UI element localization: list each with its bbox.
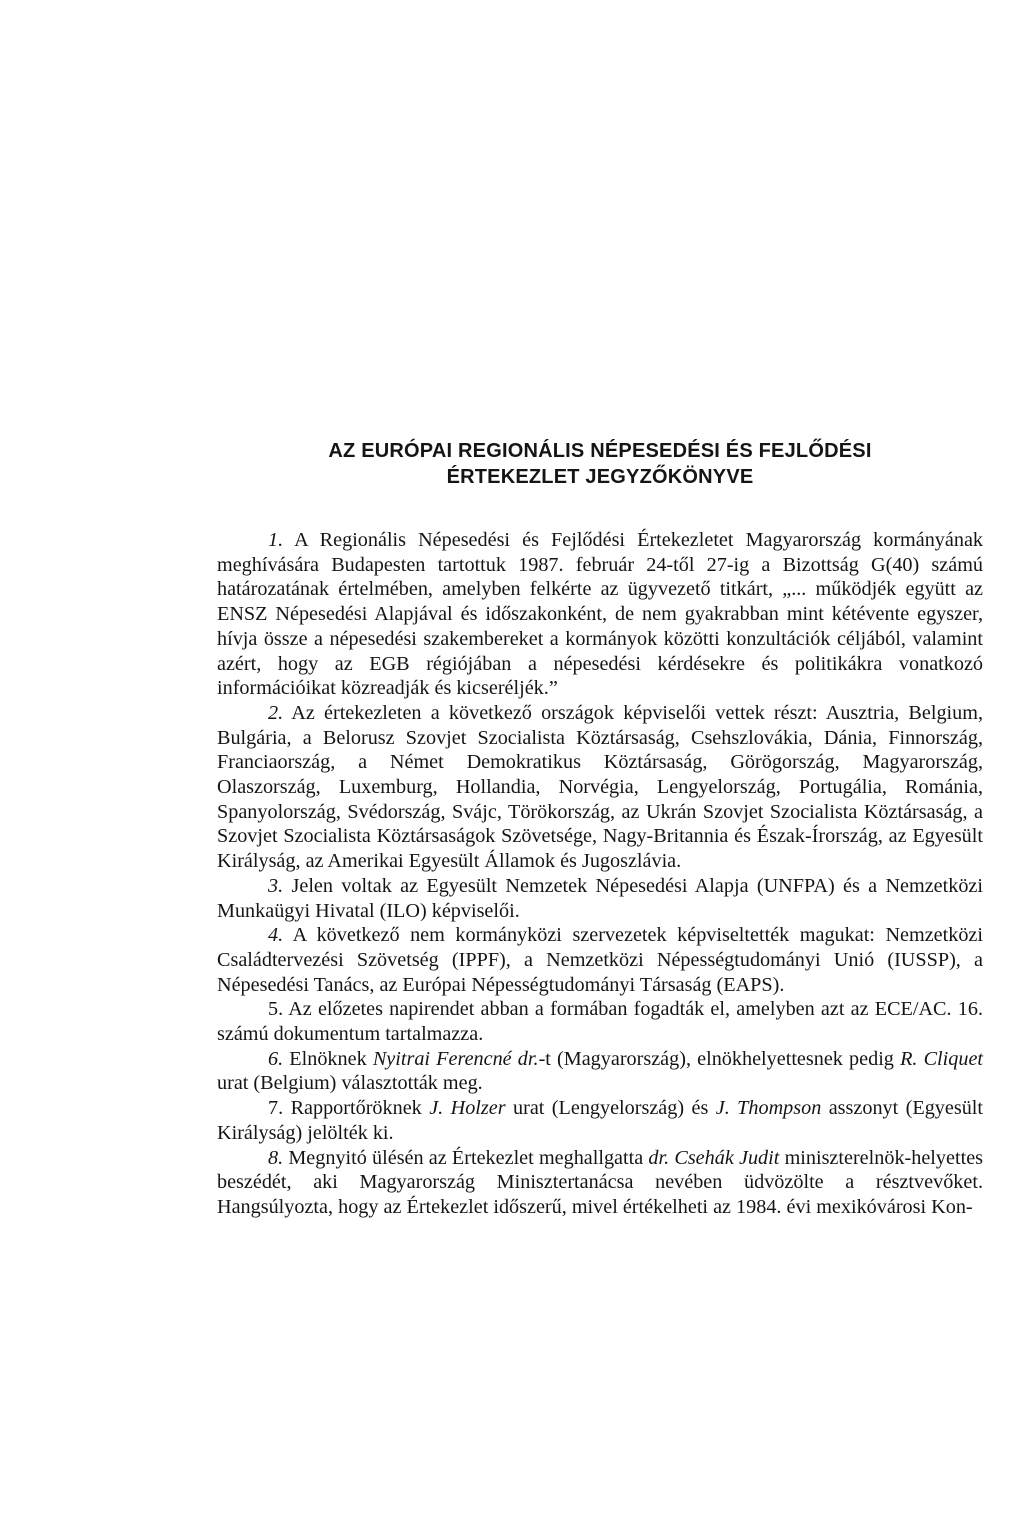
paragraph-number: 2. [268, 701, 284, 724]
paragraph-number: 6. [268, 1047, 284, 1070]
paragraph-7 [217, 1096, 983, 1145]
title-line-2: ÉRTEKEZLET JEGYZŐKÖNYVE [446, 466, 754, 488]
paragraph-number: 7. [268, 1097, 284, 1120]
paragraph-text: Jelen voltak az Egyesült Nemzetek Népesedési Alapja (UNFPA) és a Nemzetközi Munkaügyi Hivatal (ILO) képviselői. [217, 874, 984, 922]
paragraph-text: A Regionális Népesedési és Fejlődési Értekezletet Magyarország kormányának meghívására Budapesten tartottuk 1987. február 24-től 27-ig a Bizottság G(40) számú határozatának értelmében, amelyben felkérte az ügyvezető titkárt, „... működjék együtt az ENSZ Népesedési Alapjával és időszakonként, de nem gyakrabban mint kétévente egyszer, hívja össze a népesedési szakembereket a kormányok közötti konzultációk céljából, valamint azért, hogy az EGB régiójában a népesedési kérdésekre és politikákra vonatkozó információikat közreadják és kicseréljék.” [217, 529, 984, 700]
paragraph-3 [217, 874, 983, 923]
paragraph-text: A következő nem kormányközi szervezetek képviseltették magukat: Nemzetközi Családtervezési Szövetség (IPPF), a Nemzetközi Népességtudományi Unió (IUSSP), a Népesedési Tanács, az Európai Népességtudományi Társaság (EAPS). [217, 924, 983, 996]
paragraph-text: Rapportőröknek [290, 1097, 422, 1120]
paragraph-5 [217, 997, 983, 1046]
paragraph-number: 4. [268, 924, 284, 947]
title-line-1: AZ EURÓPAI REGIONÁLIS NÉPESEDÉSI ÉS FEJLŐDÉSI [328, 440, 872, 462]
person-name: J. Thompson [715, 1097, 822, 1120]
paragraph-text: Elnöknek [289, 1047, 367, 1070]
paragraph-number: 1. [268, 529, 284, 551]
paragraph-6 [217, 1047, 983, 1096]
paragraph-text: miniszterelnök-helyettes beszédét, aki Magyarország Minisztertanácsa nevében üdvözölte a résztvevőket. Hangsúlyozta, hogy az Értekezlet időszerű, mivel értékelheti az 1984. évi mexikóvárosi Kon- [217, 1146, 984, 1218]
paragraph-text: -t (Magyarország), elnökhelyettesnek pedig [538, 1047, 894, 1070]
paragraph-number: 5. [268, 998, 284, 1021]
paragraph-2 [217, 701, 983, 874]
paragraph-text: urat (Lengyelország) és [513, 1097, 709, 1120]
person-name: Nyitrai Ferencné dr. [372, 1047, 539, 1070]
paragraph-8 [217, 1146, 983, 1220]
paragraph-text: asszonyt (Egyesült Királyság) jelölték ki. [217, 1097, 984, 1144]
paragraph-text: Az előzetes napirendet abban a formában fogadták el, amelyben azt az ECE/AC. 16. számú dokumentum tartalmazza. [217, 998, 983, 1046]
person-name: J. Holzer [429, 1097, 506, 1120]
paragraph-text: Megnyitó ülésén az Értekezlet meghallgatta [288, 1146, 644, 1169]
paragraph-1 [217, 528, 983, 701]
person-name: dr. Csehák Judit [648, 1146, 780, 1169]
paragraph-number: 3. [268, 874, 284, 897]
paragraph-text: Az értekezleten a következő országok képviselői vettek részt: Ausztria, Belgium, Bulgária, a Belorusz Szovjet Szocialista Köztársaság, Csehszlovákia, Dánia, Finnország, Franciaország, a Német Demokratikus Köztársaság, Görögország, Magyarország, Olaszország, Luxemburg, Hollandia, Norvégia, Lengyelország, Portugália, Románia, Spanyolország, Svédország, Svájc, Törökország, az Ukrán Szovjet Szocialista Köztársaság, a Szovjet Szocialista Köztársaságok Szövetsége, Nagy-Britannia és Észak-Írország, az Egyesült Királyság, az Amerikai Egyesült Államok és Jugoszlávia. [217, 701, 983, 873]
document-body [217, 528, 983, 1220]
person-name: R. Cliquet [900, 1047, 984, 1070]
paragraph-4 [217, 923, 983, 997]
paragraph-text: urat (Belgium) választották meg. [217, 1072, 483, 1095]
document-title [217, 438, 983, 490]
paragraph-number: 8. [268, 1146, 284, 1169]
